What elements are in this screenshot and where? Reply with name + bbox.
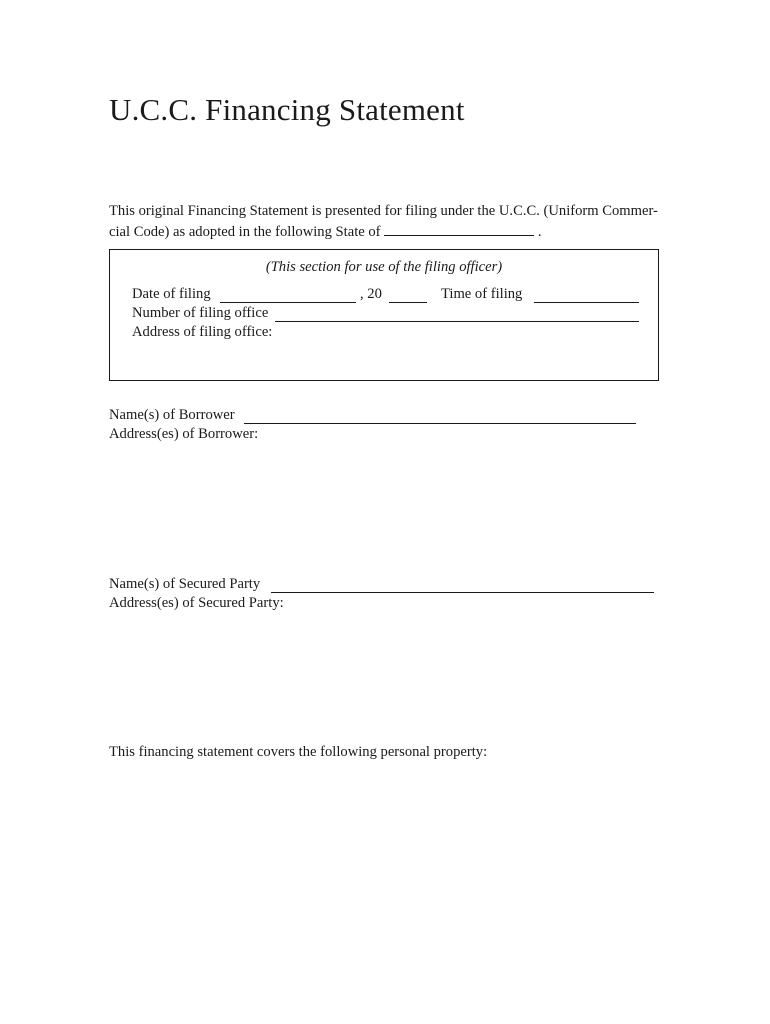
- secured-party-name-label: Name(s) of Secured Party: [109, 576, 261, 592]
- date-of-filing-blank[interactable]: [220, 302, 356, 303]
- secured-party-address-label: Address(es) of Secured Party:: [109, 595, 284, 611]
- borrower-name-label: Name(s) of Borrower: [109, 407, 235, 423]
- intro-line-2: [109, 221, 661, 242]
- year-prefix-label: , 20: [360, 286, 382, 302]
- personal-property-label: This financing statement covers the following personal property:: [109, 744, 488, 760]
- time-of-filing-blank[interactable]: [534, 302, 639, 303]
- borrower-name-blank[interactable]: [244, 423, 636, 424]
- filing-officer-box: [109, 249, 659, 381]
- borrower-address-label: Address(es) of Borrower:: [109, 426, 259, 442]
- intro-line-2-text: cial Code) as adopted in the following State of: [109, 224, 381, 240]
- intro-paragraph: [109, 201, 661, 242]
- number-of-filing-office-label: Number of filing office: [132, 305, 269, 321]
- year-blank[interactable]: [389, 302, 427, 303]
- state-blank-field[interactable]: [384, 221, 534, 236]
- document-title: U.C.C. Financing Statement: [109, 92, 465, 127]
- time-of-filing-label: Time of filing: [441, 286, 523, 302]
- date-of-filing-label: Date of filing: [132, 286, 211, 302]
- number-of-filing-office-blank[interactable]: [275, 321, 639, 322]
- secured-party-name-blank[interactable]: [271, 592, 654, 593]
- intro-line-1: This original Financing Statement is presented for filing under the U.C.C. (Uniform Commer-: [109, 203, 658, 219]
- address-of-filing-office-label: Address of filing office:: [132, 324, 273, 340]
- intro-line-2-end: .: [537, 224, 542, 240]
- filing-officer-caption: (This section for use of the filing officer): [265, 259, 503, 275]
